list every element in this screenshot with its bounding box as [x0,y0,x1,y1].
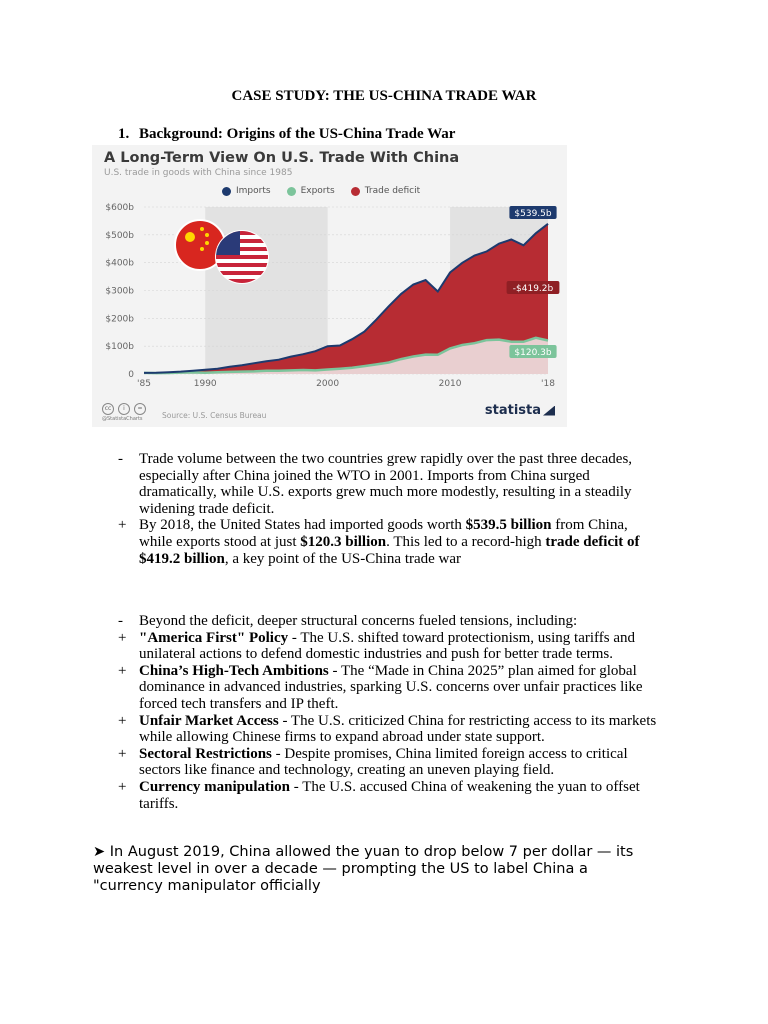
x-tick-label: 2010 [438,379,462,389]
trade-chart [92,145,567,427]
bold-text: China’s High-Tech Ambitions [139,662,329,679]
y-tick-label: $400b [105,258,134,269]
bold-text: trade deficit of $419.2 billion [139,533,640,567]
text-run: - The U.S. criticized China for restricting access to its markets while allowing Chinese firms to expand abroad under state support. [139,712,657,746]
legend-label: Trade deficit [364,186,421,196]
cc-icon: cc [102,403,114,415]
chart-source: Source: U.S. Census Bureau [162,411,267,420]
bullet-marker: - [118,613,123,629]
legend-dot-icon [287,187,296,196]
chart-title: A Long-Term View On U.S. Trade With China [104,150,460,166]
nd-icon: = [134,403,146,415]
list-item [118,613,658,630]
legend-deficit [351,186,420,196]
statista-mark-icon [543,406,555,416]
y-tick-label: $100b [105,342,134,353]
y-tick-label: $200b [105,314,134,325]
x-tick-label: 1990 [193,379,217,389]
list-item [118,451,658,517]
exports-callout: $120.3b [514,348,552,358]
legend-label: Imports [236,186,271,196]
statista-handle: @StatistaCharts [102,416,143,422]
heading-text: Background: Origins of the US-China Trade War [139,126,456,142]
list-item [118,713,658,746]
deficit-callout: -$419.2b [512,284,554,294]
legend-imports [222,186,271,196]
text-run: - Despite promises, China limited foreign access to critical sectors like finance and technology, creating an uneven playing field. [139,745,628,779]
bullet-list-concerns [118,613,658,812]
text-run: Trade volume between the two countries grew rapidly over the past three decades, especially after China joined the WTO in 2001. Imports from China surged dramatically, while U.S. exports grew much more modestly, resulting in a steadily widening trade deficit. [139,451,633,517]
by-icon: i [118,403,130,415]
list-item [118,779,658,812]
heading-number: 1. [118,126,130,142]
x-tick-label: 2000 [316,379,340,389]
bold-text: Currency manipulation [139,778,290,795]
text-run: - The “Made in China 2025” plan aimed for global dominance in advanced industries, sparking U.S. concerns over unfair practices like forced tech transfers and IP theft. [139,662,643,712]
legend-exports [287,186,335,196]
text-run: . This led to a record-high [386,533,546,550]
bold-text: $120.3 billion [300,533,387,550]
list-item [118,517,658,567]
imports-callout: $539.5b [514,209,552,219]
text-run: from China, while exports stood at just [139,517,628,550]
bullet-marker: + [118,745,127,762]
statista-logo: statista [485,403,555,418]
bold-text: Sectoral Restrictions [139,745,272,762]
chart-legend [222,186,420,196]
list-item [118,630,658,663]
text-run: - The U.S. shifted toward protectionism, using tariffs and unilateral actions to defend domestic industries and push for better trade terms. [139,629,635,663]
chart-subtitle: U.S. trade in goods with China since 1985 [104,168,293,178]
text-run: By 2018, the United States had imported goods worth [139,517,466,534]
y-tick-label: $500b [105,230,134,241]
x-tick-label: '18 [541,379,555,389]
text-run: , a key point of the US-China trade war [224,550,462,567]
list-item [118,746,658,779]
bullet-marker: + [118,662,127,679]
legend-label: Exports [300,186,335,196]
x-tick-label: '85 [137,379,151,389]
legend-dot-icon [222,187,231,196]
bullet-marker: + [118,517,127,534]
text-run: - The U.S. accused China of weakening the yuan to offset tariffs. [139,778,640,812]
bullet-list-trade-volume [118,451,658,567]
text-run: Beyond the deficit, deeper structural concerns fueled tensions, including: [139,613,578,629]
bullet-marker: + [118,778,127,795]
section-heading [118,126,455,143]
bold-text: $539.5 billion [465,517,552,534]
bold-text: "America First" Policy [139,629,289,646]
license-icons [102,403,146,422]
y-tick-label: $300b [105,286,134,297]
y-tick-label: 0 [128,370,134,380]
bold-text: Unfair Market Access [139,712,279,729]
legend-dot-icon [351,187,360,196]
final-paragraph: ➤ In August 2019, China allowed the yuan to drop below 7 per dollar — its weakest level in over a decade — prompting the US to label China a "currency manipulator officially [93,844,634,894]
bullet-marker: + [118,629,127,646]
document-title: CASE STUDY: THE US-CHINA TRADE WAR [231,88,537,104]
bullet-marker: - [118,451,123,467]
bullet-marker: + [118,712,127,729]
y-tick-label: $600b [105,203,134,213]
list-item [118,663,658,713]
